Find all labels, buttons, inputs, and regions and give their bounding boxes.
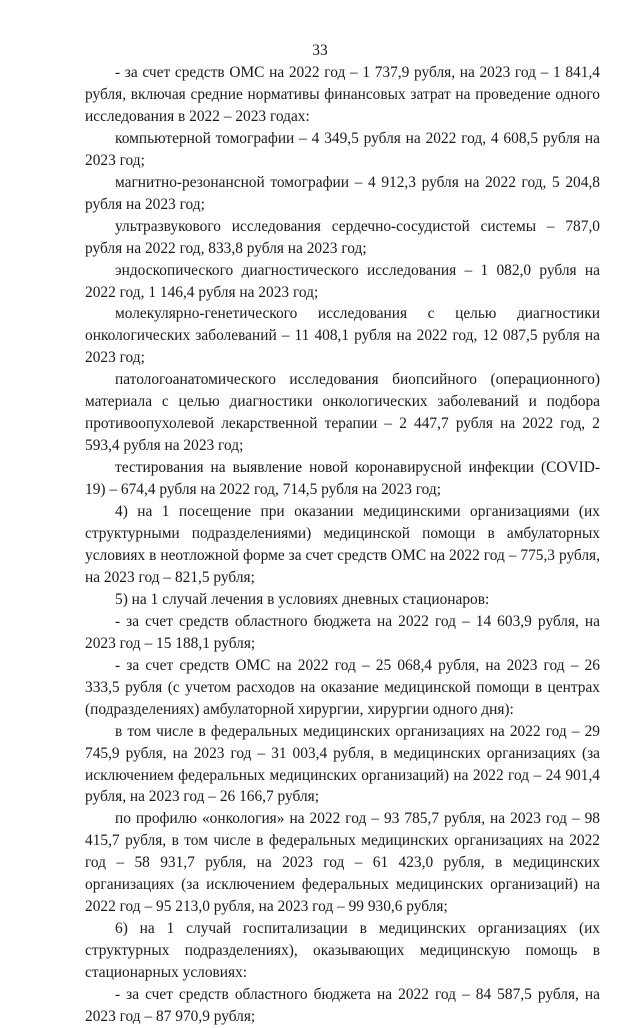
paragraph-oms-day-hospital: - за счет средств ОМС на 2022 год – 25 068,4 рубля, на 2023 год – 26 333,5 рубля (с учетом расходов на оказание медицинской помощи в центрах (подразделениях) амбулаторной хирургии, хирургии одного дня): xyxy=(85,656,600,718)
paragraph-ultrasound: ультразвукового исследования сердечно-сосудистой системы – 787,0 рубля на 2022 год, 833,8 рубля на 2023 год; xyxy=(85,217,600,257)
paragraph-regional-budget-day-hospital: - за счет средств областного бюджета на 2022 год – 14 603,9 рубля, на 2023 год – 15 188,1 рубля; xyxy=(85,612,600,652)
body-text xyxy=(85,62,600,1028)
paragraph-item-4-urgent-visit: 4) на 1 посещение при оказании медицинскими организациями (их структурными подразделениями) медицинской помощи в амбулаторных условиях в неотложной форме за счет средств ОМС на 2022 год – 775,3 рубля, на 2023 год – 821,5 рубля; xyxy=(85,503,600,586)
paragraph-regional-budget-hospitalization: - за счет средств областного бюджета на 2022 год – 84 587,5 рубля, на 2023 год – 87 970,9 рубля; xyxy=(85,986,600,1025)
paragraph-mri: магнитно-резонансной томографии – 4 912,3 рубля на 2022 год, 5 204,8 рубля на 2023 год; xyxy=(85,173,600,213)
page-number: 33 xyxy=(312,42,328,59)
paragraph-item-6-hospitalization: 6) на 1 случай госпитализации в медицинских организациях (их структурных подразделениях), оказывающих медицинскую помощь в стационарных условиях: xyxy=(85,920,600,982)
paragraph-pathology: патологоанатомического исследования биопсийного (операционного) материала с целью диагностики онкологических заболеваний и подбора противоопухолевой лекарственной терапии – 2 447,7 рубля на 2022 год, 2 593,4 рубля на 2023 год; xyxy=(85,371,600,455)
paragraph-item-5-day-hospital: 5) на 1 случай лечения в условиях дневных стационаров: xyxy=(115,590,490,608)
paragraph-oncology-profile: по профилю «онкология» на 2022 год – 93 785,7 рубля, на 2023 год – 98 415,7 рубля, в том числе в федеральных медицинских организациях на 2022 год – 58 931,7 рубля, на 2023 год – 61 423,0 рубля, в медицинских организациях (за исключением федеральных медицинских организаций) на 2022 год – 95 213,0 рубля, на 2023 год – 99 930,6 рубля; xyxy=(85,810,600,916)
paragraph-oms-research: - за счет средств ОМС на 2022 год – 1 737,9 рубля, на 2023 год – 1 841,4 рубля, включая средние нормативы финансовых затрат на проведение одного исследования в 2022 – 2023 годах: xyxy=(85,64,600,125)
paragraph-ct: компьютерной томографии – 4 349,5 рубля на 2022 год, 4 608,5 рубля на 2023 год; xyxy=(85,129,600,169)
paragraph-federal-organizations: в том числе в федеральных медицинских организациях на 2022 год – 29 745,9 рубля, на 2023 год – 31 003,4 рубля, в медицинских организациях (за исключением федеральных медицинских организаций) на 2022 год – 24 901,4 рубля, на 2023 год – 26 166,7 рубля; xyxy=(85,722,600,806)
paragraph-endoscopy: эндоскопического диагностического исследования – 1 082,0 рубля на 2022 год, 1 146,4 рубля на 2023 год; xyxy=(85,261,600,301)
paragraph-covid-testing: тестирования на выявление новой коронавирусной инфекции (COVID-19) – 674,4 рубля на 2022 год, 714,5 рубля на 2023 год; xyxy=(85,459,600,499)
paragraph-molecular-genetic: молекулярно-генетического исследования с целью диагностики онкологических заболеваний – 11 408,1 рубля на 2022 год, 12 087,5 рубля на 2023 год; xyxy=(85,305,600,367)
